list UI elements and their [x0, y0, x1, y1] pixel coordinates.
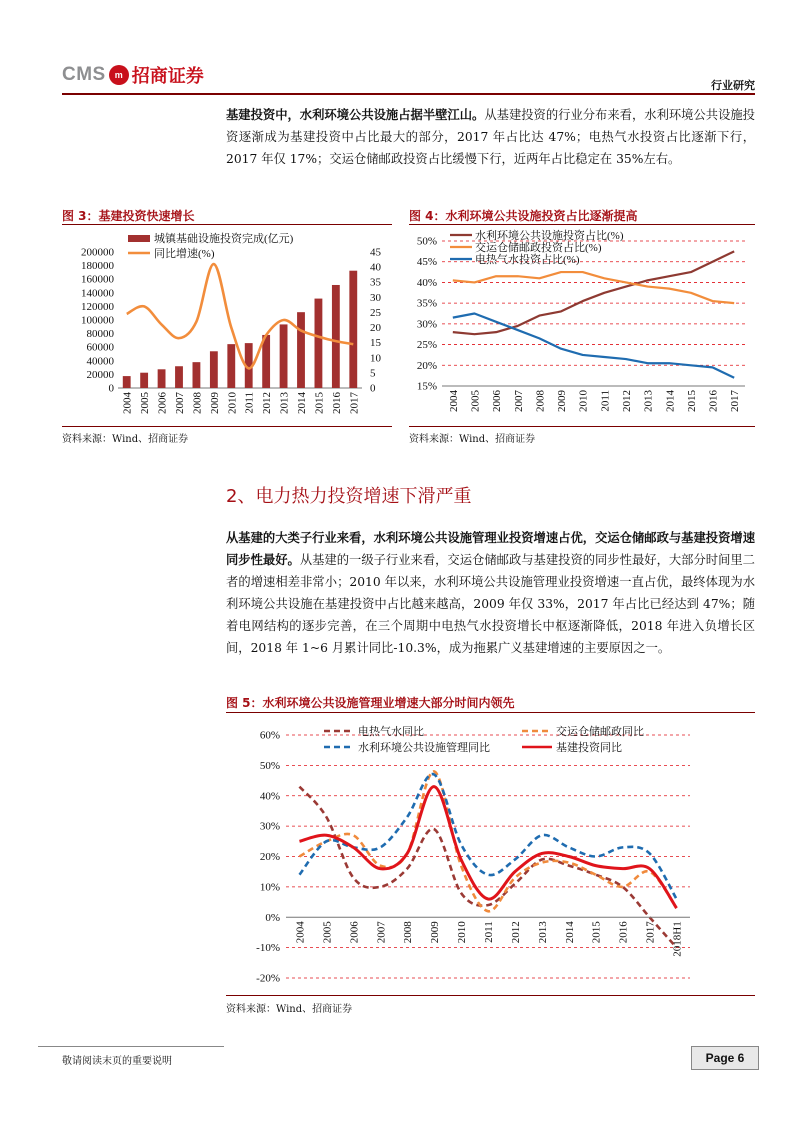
logo-cms-text: CMS [62, 64, 106, 85]
fig3-title-rule [62, 224, 392, 225]
section-body: 从基建的一级子行业来看，交运仓储邮政与基建投资的同步性最好，大部分时间里二者的增速相差非常小；2010 年以来，水利环境公共设施管理业投资增速一直占优，最终体现为水利环境公共设施在基建投资中占比越来越高，2009 年仅 33%，2017 年占比已经达到 47%；随着电网结构的逐步完善，在三个周期中电热气水投资增长中枢逐渐降低，2018 年进入负增长区间，2018 年 1~6 月累计同比-10.3%，成为拖累广义基建增速的主要原因之一。 [226, 553, 755, 655]
fig3-x-tick-label: 2014 [296, 392, 308, 414]
footer-rule [38, 1046, 224, 1047]
fig4-series-line [453, 272, 734, 303]
fig5-x-tick-label: 2011 [483, 921, 495, 943]
fig5-x-tick-label: 2017 [644, 921, 657, 944]
fig4-x-tick-label: 2005 [469, 390, 482, 412]
logo-mark-icon: m [109, 65, 129, 85]
company-logo [62, 62, 204, 88]
fig5-x-tick-label: 2009 [429, 921, 442, 944]
fig5-y-tick-label: -10% [256, 942, 280, 955]
header-divider [62, 93, 755, 95]
fig5-y-tick-label: 40% [259, 790, 280, 803]
fig4-y-tick-label: 20% [416, 359, 437, 372]
fig4-y-tick-label: 35% [416, 297, 437, 310]
fig5-legend-label: 交运仓储邮政同比 [556, 726, 644, 738]
fig3-bar [297, 312, 305, 388]
intro-paragraph [226, 104, 755, 170]
fig4-x-tick-label: 2008 [534, 390, 547, 412]
fig4-chart [409, 226, 755, 426]
fig5-legend-label: 电热气水同比 [358, 726, 424, 738]
logo-chinese-text: 招商证券 [131, 66, 204, 87]
fig3-bar [332, 285, 340, 388]
fig4-title: 图 4：水利环境公共设施投资占比逐渐提高 [409, 209, 638, 223]
fig3-left-tick-label: 60000 [86, 341, 114, 354]
fig4-x-tick-label: 2009 [556, 390, 569, 412]
section-paragraph [226, 527, 755, 659]
fig3-x-tick-label: 2012 [261, 392, 274, 414]
fig5-legend-label: 基建投资同比 [556, 742, 622, 754]
fig4-x-tick-label: 2010 [577, 390, 590, 412]
fig5-x-tick-label: 2016 [617, 921, 630, 944]
fig3-right-tick-label: 40 [370, 261, 381, 274]
fig4-x-tick-label: 2012 [620, 390, 633, 412]
fig4-x-tick-label: 2013 [642, 390, 655, 412]
report-type-label: 行业研究 [711, 79, 755, 92]
fig3-x-tick-label: 2013 [278, 392, 291, 414]
fig5-x-tick-label: 2004 [294, 921, 307, 944]
fig4-series-line [453, 314, 734, 378]
page-number: Page 6 [691, 1046, 759, 1070]
fig4-legend-label: 电热气水投资占比(%) [475, 254, 580, 266]
fig4-x-tick-label: 2015 [685, 390, 698, 412]
fig3-bar [227, 344, 235, 388]
fig4-x-tick-label: 2014 [664, 390, 677, 412]
fig5-x-tick-label: 2010 [456, 921, 469, 944]
fig5-x-tick-label: 2014 [563, 921, 576, 944]
fig3-bar [123, 376, 131, 388]
fig5-x-tick-label: 2005 [321, 921, 334, 944]
fig3-bar [175, 366, 183, 388]
fig4-x-tick-label: 2004 [447, 390, 460, 412]
fig3-right-tick-label: 0 [370, 382, 376, 395]
fig4-y-tick-label: 40% [416, 276, 437, 289]
fig5-bottom-rule [226, 995, 755, 996]
section-bold-lead: 从基建的大类子行业来看，水利环境公共设施管理业投资增速占优，交运仓储邮政与基建投资增速同步性最好。 [226, 530, 755, 567]
fig3-left-tick-label: 120000 [81, 300, 114, 313]
fig3-x-tick-label: 2016 [330, 392, 343, 414]
fig3-right-tick-label: 15 [370, 337, 381, 350]
fig4-legend-label: 交运仓储邮政投资占比(%) [475, 242, 602, 254]
fig4-y-tick-label: 50% [416, 235, 437, 248]
fig3-right-tick-label: 25 [370, 306, 381, 319]
fig3-right-tick-label: 10 [370, 352, 381, 365]
fig3-x-tick-label: 2008 [191, 392, 204, 414]
fig3-bar [349, 271, 357, 388]
fig4-x-tick-label: 2017 [729, 390, 742, 412]
fig3-x-tick-label: 2009 [208, 392, 221, 414]
fig4-source: 资料来源：Wind、招商证券 [409, 434, 536, 445]
fig4-x-tick-label: 2011 [599, 390, 612, 412]
fig3-bar [210, 351, 218, 388]
fig4-y-tick-label: 15% [416, 380, 437, 393]
fig3-left-tick-label: 180000 [81, 260, 114, 273]
fig3-x-tick-label: 2017 [348, 392, 361, 414]
intro-body: 从基建投资的行业分布来看，水利环境公共设施投资逐渐成为基建投资中占比最大的部分，2017 年占比达 47%；电热气水投资占比逐渐下行，2017 年仅 17%；交运仓储邮政投资占比缓慢下行，近两年占比稳定在 35%左右。 [226, 108, 755, 166]
fig3-left-tick-label: 40000 [86, 355, 114, 368]
fig5-title: 图 5：水利环境公共设施管理业增速大部分时间内领先 [226, 696, 515, 710]
fig4-legend-label: 水利环境公共设施投资占比(%) [475, 230, 624, 242]
fig5-series-line [299, 771, 676, 911]
fig3-left-tick-label: 80000 [86, 328, 114, 341]
fig3-bar [140, 373, 148, 388]
fig3-bar [158, 369, 166, 388]
fig5-x-tick-label: 2012 [509, 921, 522, 944]
fig3-x-tick-label: 2005 [139, 392, 152, 414]
fig5-x-tick-label: 2006 [348, 921, 361, 944]
fig4-x-tick-label: 2006 [491, 390, 504, 412]
fig3-chart [62, 226, 392, 426]
fig4-x-tick-label: 2016 [707, 390, 720, 412]
fig5-y-tick-label: 10% [259, 881, 280, 894]
fig3-left-tick-label: 160000 [81, 273, 114, 286]
fig5-y-tick-label: 0% [265, 911, 280, 924]
fig3-title: 图 3：基建投资快速增长 [62, 209, 195, 223]
fig3-left-tick-label: 20000 [86, 368, 114, 381]
fig3-right-tick-label: 45 [370, 246, 381, 259]
fig3-x-tick-label: 2010 [226, 392, 239, 414]
fig5-y-tick-label: 20% [259, 851, 280, 863]
footer-note: 敬请阅读末页的重要说明 [62, 1056, 172, 1067]
section-title: 2、电力热力投资增速下滑严重 [226, 486, 472, 507]
fig3-x-tick-label: 2006 [156, 392, 169, 414]
fig5-y-tick-label: 30% [259, 820, 280, 833]
fig5-x-tick-label: 2015 [590, 921, 603, 944]
fig3-right-tick-label: 20 [370, 322, 381, 335]
fig3-right-tick-label: 35 [370, 276, 381, 289]
fig4-y-tick-label: 30% [416, 318, 437, 331]
fig3-source: 资料来源：Wind、招商证券 [62, 434, 189, 445]
fig3-legend-line-label: 同比增速(%) [154, 248, 215, 260]
fig3-left-tick-label: 0 [108, 382, 114, 395]
fig4-bottom-rule [409, 426, 755, 427]
fig3-x-tick-label: 2004 [121, 392, 134, 414]
fig4-y-tick-label: 25% [416, 339, 437, 352]
fig3-bottom-rule [62, 426, 392, 427]
fig4-y-tick-label: 45% [416, 256, 437, 269]
fig5-y-tick-label: 50% [259, 759, 280, 772]
fig3-left-tick-label: 100000 [81, 314, 114, 327]
fig3-bar [193, 362, 201, 388]
fig3-bar [315, 299, 323, 388]
fig5-x-tick-label: 2007 [375, 921, 388, 944]
fig5-x-tick-label: 2018H1 [671, 921, 684, 957]
fig5-y-tick-label: 60% [259, 729, 280, 742]
fig5-source: 资料来源：Wind、招商证券 [226, 1004, 353, 1015]
fig3-legend-bar-label: 城镇基础设施投资完成(亿元) [154, 233, 294, 245]
fig5-title-rule [226, 712, 755, 713]
fig3-x-tick-label: 2015 [313, 392, 326, 414]
fig3-x-tick-label: 2011 [243, 392, 256, 414]
fig5-x-tick-label: 2008 [402, 921, 415, 944]
intro-bold-lead: 基建投资中，水利环境公共设施占据半壁江山。 [226, 107, 485, 122]
fig4-x-tick-label: 2007 [512, 390, 525, 412]
fig3-left-tick-label: 200000 [81, 246, 114, 259]
fig3-left-tick-label: 140000 [81, 287, 114, 300]
fig3-bar [280, 324, 288, 388]
fig5-legend-label: 水利环境公共设施管理同比 [358, 742, 490, 754]
fig3-x-tick-label: 2007 [174, 392, 186, 414]
fig5-y-tick-label: -20% [256, 972, 280, 985]
fig5-x-tick-label: 2013 [536, 921, 549, 944]
fig5-chart [226, 714, 755, 994]
fig3-right-tick-label: 5 [370, 367, 376, 380]
fig3-right-tick-label: 30 [370, 291, 381, 304]
fig4-title-rule [409, 224, 755, 225]
fig3-legend-bar-swatch [128, 235, 150, 242]
